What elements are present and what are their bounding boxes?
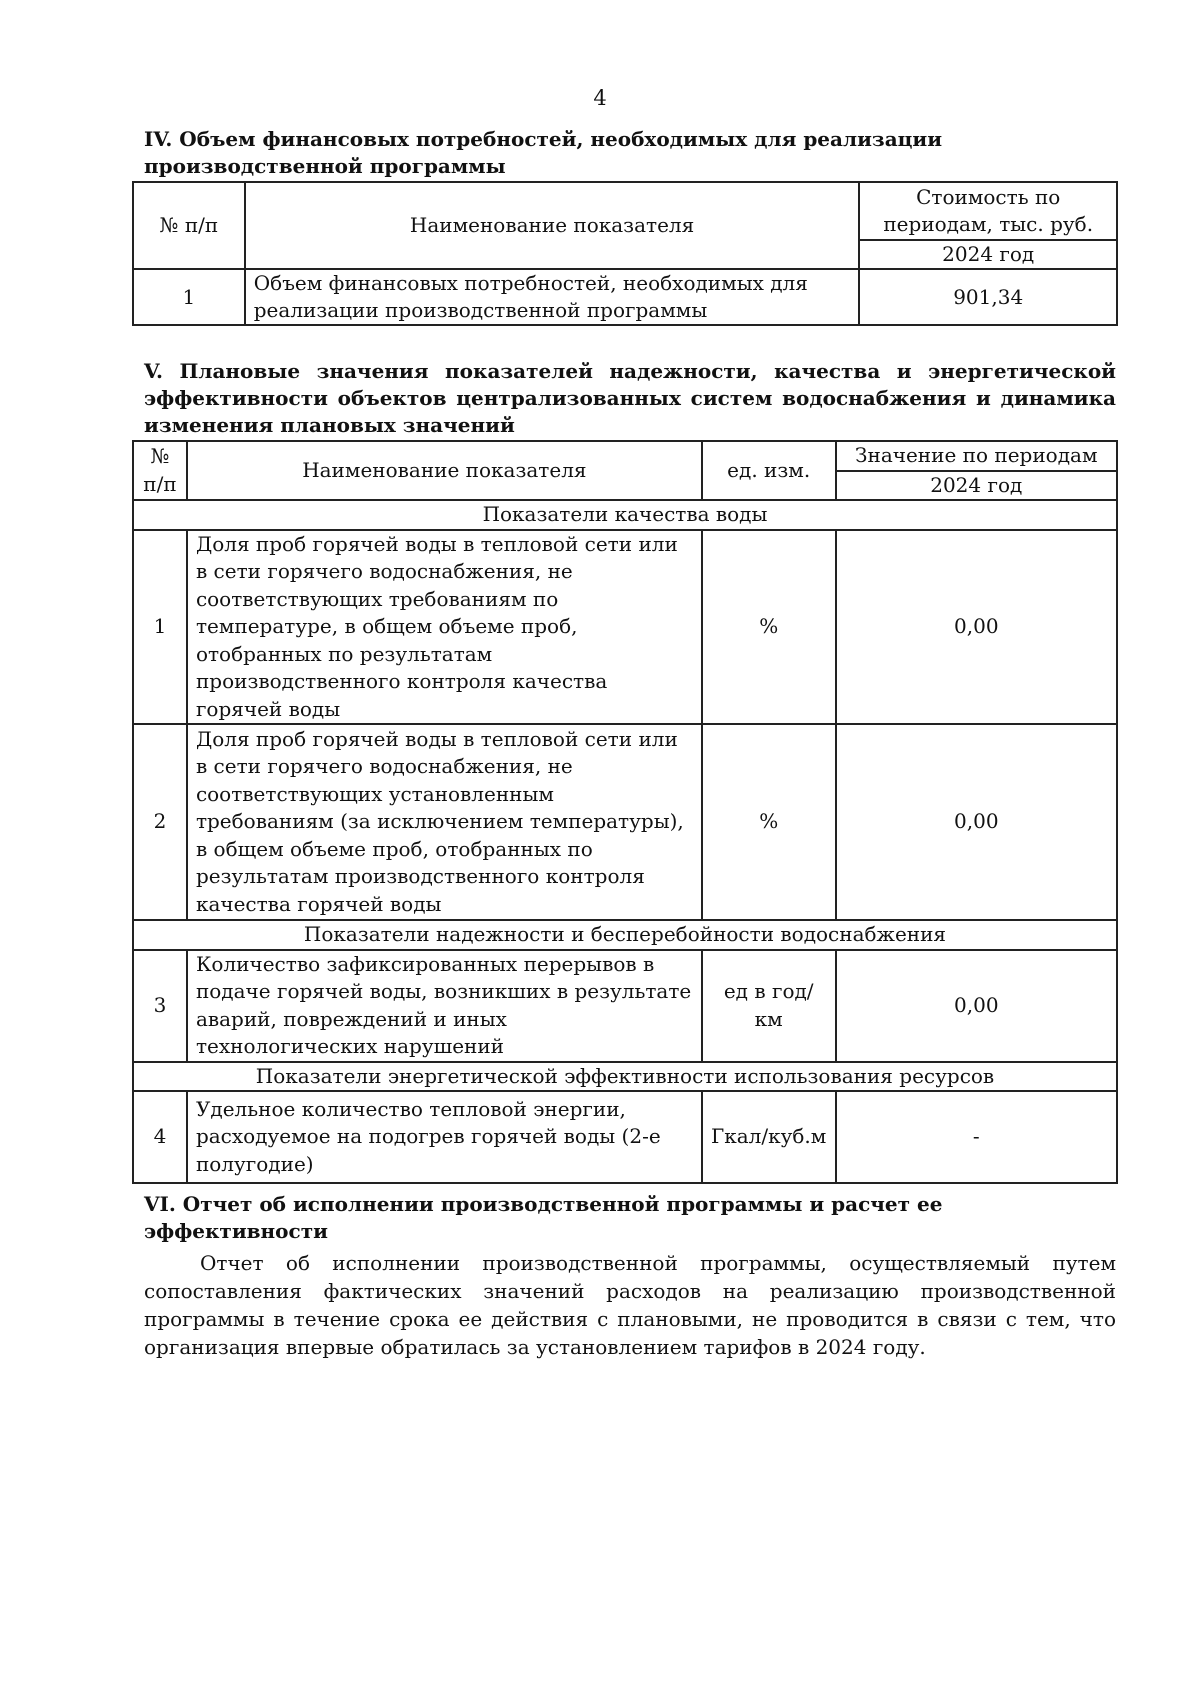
indicators-table <box>132 440 1118 1184</box>
header-year: 2024 год <box>836 471 1117 501</box>
row-unit: ед в год/ км <box>702 950 836 1062</box>
row-name: Доля проб горячей воды в тепловой сети или в сети горячего водоснабжения, не соответствующих установленным требованиям (за исключением температуры), в общем объеме проб, отобранных по результатам производственного контроля качества горячей воды <box>187 724 702 920</box>
report-paragraph: Отчет об исполнении производственной программы, осуществляемый путем сопоставления фактических значений расходов на реализацию производственной программы в течение срока ее действия с плановыми, не проводится в связи с тем, что организация впервые обратилась за установлением тарифов в 2024 году. <box>144 1251 1116 1359</box>
row-unit: % <box>702 724 836 920</box>
header-cost: Стоимость по периодам, тыс. руб. <box>859 182 1117 240</box>
row-value: - <box>836 1091 1117 1183</box>
financial-needs-table <box>132 181 1118 326</box>
section-4-title: IV. Объем финансовых потребностей, необходимых для реализации производственной программы <box>144 127 943 178</box>
header-unit: ед. изм. <box>702 441 836 500</box>
group-quality: Показатели качества воды <box>133 500 1117 530</box>
header-name: Наименование показателя <box>187 441 702 500</box>
row-num: 1 <box>133 530 187 725</box>
row-value: 901,34 <box>859 269 1117 325</box>
group-energy: Показатели энергетической эффективности использования ресурсов <box>133 1062 1117 1092</box>
row-value: 0,00 <box>836 530 1117 725</box>
group-reliability: Показатели надежности и бесперебойности водоснабжения <box>133 920 1117 950</box>
row-unit: % <box>702 530 836 725</box>
section-6-title: VI. Отчет об исполнении производственной программы и расчет ее эффективности <box>144 1192 943 1243</box>
row-num: 4 <box>133 1091 187 1183</box>
row-num: 3 <box>133 950 187 1062</box>
header-num: № п/п <box>133 441 187 500</box>
row-name: Количество зафиксированных перерывов в подаче горячей воды, возникших в результате аварий, повреждений и иных технологических нарушений <box>187 950 702 1062</box>
header-year: 2024 год <box>859 240 1117 269</box>
header-name: Наименование показателя <box>245 182 860 269</box>
row-value: 0,00 <box>836 950 1117 1062</box>
header-num: № п/п <box>133 182 245 269</box>
row-value: 0,00 <box>836 724 1117 920</box>
section-5-title: V. Плановые значения показателей надежности, качества и энергетической эффективности объектов централизованных систем водоснабжения и динамика изменения плановых значений <box>144 359 1116 437</box>
row-num: 2 <box>133 724 187 920</box>
row-name: Доля проб горячей воды в тепловой сети или в сети горячего водоснабжения, не соответствующих требованиям по температуре, в общем объеме проб, отобранных по результатам производственного контроля качества горячей воды <box>187 530 702 725</box>
row-unit: Гкал/куб.м <box>702 1091 836 1183</box>
row-num: 1 <box>133 269 245 325</box>
row-name: Удельное количество тепловой энергии, расходуемое на подогрев горячей воды (2-е полугодие) <box>187 1091 702 1183</box>
row-name: Объем финансовых потребностей, необходимых для реализации производственной программы <box>245 269 860 325</box>
page-number: 4 <box>593 86 607 110</box>
header-period: Значение по периодам <box>836 441 1117 471</box>
